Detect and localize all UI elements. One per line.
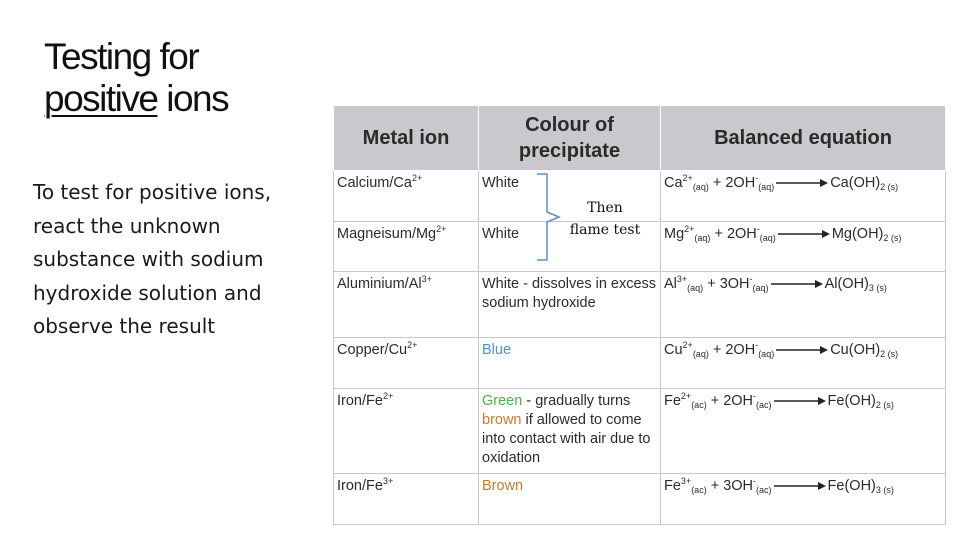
metal-cell — [334, 272, 479, 338]
reaction-arrow-icon — [776, 178, 828, 188]
eq-hydroxide: 3OH — [719, 276, 750, 292]
header-colour-line-1: Colour of — [525, 114, 614, 136]
eq-hydroxide-state: (aq) — [758, 349, 775, 359]
note-line-2: flame test — [569, 222, 641, 238]
metal-charge: 2+ — [407, 340, 418, 350]
eq-ion: Cu — [664, 342, 683, 358]
title-rest: ions — [157, 78, 229, 119]
eq-hydroxide: 2OH — [723, 393, 754, 409]
reaction-arrow-icon — [776, 345, 828, 355]
table-row — [334, 474, 946, 525]
metal-cell — [334, 474, 479, 525]
eq-hydroxide-charge: - — [753, 391, 757, 401]
eq-ion-charge: 2+ — [684, 224, 695, 234]
eq-product: Al(OH) — [824, 276, 869, 292]
note-line-1: Then — [587, 200, 623, 216]
eq-plus: + — [710, 226, 727, 242]
eq-plus: + — [706, 478, 724, 494]
colour-green-text: Green — [482, 393, 523, 409]
title-line-2 — [44, 78, 324, 120]
title-underlined-word: positive — [44, 78, 158, 119]
header-equation: Balanced equation — [661, 106, 946, 171]
eq-ion-charge: 3+ — [680, 476, 692, 486]
reaction-arrow-icon — [774, 396, 826, 406]
metal-name: Iron/Fe — [337, 393, 383, 409]
eq-plus: + — [706, 393, 724, 409]
eq-ion-state: (aq) — [692, 182, 709, 192]
eq-ion-state: (ac) — [691, 485, 707, 495]
eq-product: Ca(OH) — [830, 175, 881, 191]
eq-product: Fe(OH) — [827, 393, 876, 409]
eq-hydroxide: 3OH — [723, 478, 754, 494]
eq-ion-charge: 3+ — [676, 274, 688, 284]
colour-cell: White - dissolves in excess sodium hydroxide — [479, 272, 661, 338]
metal-name: Calcium/Ca — [337, 175, 412, 191]
header-colour-line-2: precipitate — [518, 140, 621, 162]
colour-cell: Blue — [479, 338, 661, 389]
eq-ion-state: (aq) — [694, 233, 711, 243]
eq-product: Fe(OH) — [827, 478, 876, 494]
eq-product-sub: 2 (s) — [880, 349, 899, 359]
eq-hydroxide-charge: - — [753, 476, 757, 486]
eq-plus: + — [708, 175, 726, 191]
eq-ion-state: (aq) — [692, 349, 709, 359]
table-header-row — [334, 106, 946, 171]
eq-hydroxide-charge: - — [755, 173, 759, 183]
title-line-1: Testing for — [44, 36, 199, 77]
metal-name: Copper/Cu — [337, 342, 408, 358]
eq-ion-charge: 2+ — [682, 173, 693, 183]
metal-charge: 2+ — [436, 224, 447, 234]
eq-product: Cu(OH) — [830, 342, 881, 358]
table-row — [334, 272, 946, 338]
eq-product-sub: 2 (s) — [875, 400, 894, 410]
eq-ion-state: (aq) — [687, 283, 704, 293]
equation-cell — [661, 272, 946, 338]
equation-cell — [661, 171, 946, 222]
eq-ion: Al — [664, 276, 677, 292]
eq-hydroxide-state: (ac) — [756, 400, 772, 410]
eq-ion: Fe — [664, 478, 681, 494]
metal-cell — [334, 171, 479, 222]
eq-plus: + — [708, 342, 726, 358]
colour-cell: Brown — [479, 474, 661, 525]
metal-name: Magneisum/Mg — [337, 226, 437, 242]
eq-ion-charge: 2+ — [680, 391, 692, 401]
eq-product: Mg(OH) — [831, 226, 884, 242]
eq-product-sub: 2 (s) — [880, 182, 899, 192]
equation-cell — [661, 338, 946, 389]
header-metal-ion: Metal ion — [334, 106, 479, 171]
metal-cell — [334, 338, 479, 389]
ion-test-table — [333, 105, 946, 525]
eq-ion-state: (ac) — [691, 400, 707, 410]
reaction-arrow-icon — [778, 229, 830, 239]
bracket-icon — [533, 172, 563, 262]
eq-hydroxide-charge: - — [755, 340, 759, 350]
metal-cell — [334, 389, 479, 474]
equation-cell — [661, 222, 946, 272]
eq-hydroxide-charge: - — [756, 224, 760, 234]
colour-cell: White — [479, 222, 661, 272]
eq-hydroxide-state: (aq) — [752, 283, 769, 293]
table-row — [334, 389, 946, 474]
metal-charge: 3+ — [382, 476, 394, 486]
eq-hydroxide: 2OH — [725, 342, 756, 358]
eq-hydroxide-state: (aq) — [759, 233, 776, 243]
equation-cell — [661, 474, 946, 525]
table-row — [334, 338, 946, 389]
eq-product-sub: 2 (s) — [883, 233, 902, 243]
metal-charge: 3+ — [421, 274, 432, 284]
eq-hydroxide: 2OH — [726, 226, 757, 242]
eq-product-sub: 3 (s) — [875, 485, 894, 495]
metal-charge: 2+ — [382, 391, 394, 401]
reaction-arrow-icon — [771, 279, 823, 289]
colour-cell: White — [479, 171, 661, 222]
eq-product-sub: 3 (s) — [868, 283, 887, 293]
eq-hydroxide-charge: - — [749, 274, 753, 284]
metal-name: Iron/Fe — [337, 478, 383, 494]
eq-ion-charge: 2+ — [682, 340, 693, 350]
metal-name: Aluminium/Al — [337, 276, 422, 292]
metal-cell — [334, 222, 479, 272]
eq-hydroxide-state: (ac) — [756, 485, 772, 495]
colour-cell — [479, 389, 661, 474]
colour-text-rest: if allowed to come into contact with air due to oxidation — [482, 412, 651, 466]
reaction-arrow-icon — [774, 481, 826, 491]
instruction-text: To test for positive ions, react the unknown substance with sodium hydroxide solution and observe the result — [33, 180, 272, 339]
metal-charge: 2+ — [411, 173, 423, 183]
flame-test-note — [562, 197, 648, 241]
eq-ion: Fe — [664, 393, 681, 409]
eq-ion: Ca — [664, 175, 683, 191]
eq-plus: + — [703, 276, 720, 292]
colour-text: - gradually turns — [522, 393, 631, 409]
colour-brown-text: brown — [482, 412, 522, 428]
slide-title — [44, 36, 324, 120]
equation-cell — [661, 389, 946, 474]
eq-hydroxide: 2OH — [725, 175, 756, 191]
eq-hydroxide-state: (aq) — [758, 182, 775, 192]
header-colour — [479, 106, 661, 171]
eq-ion: Mg — [664, 226, 685, 242]
